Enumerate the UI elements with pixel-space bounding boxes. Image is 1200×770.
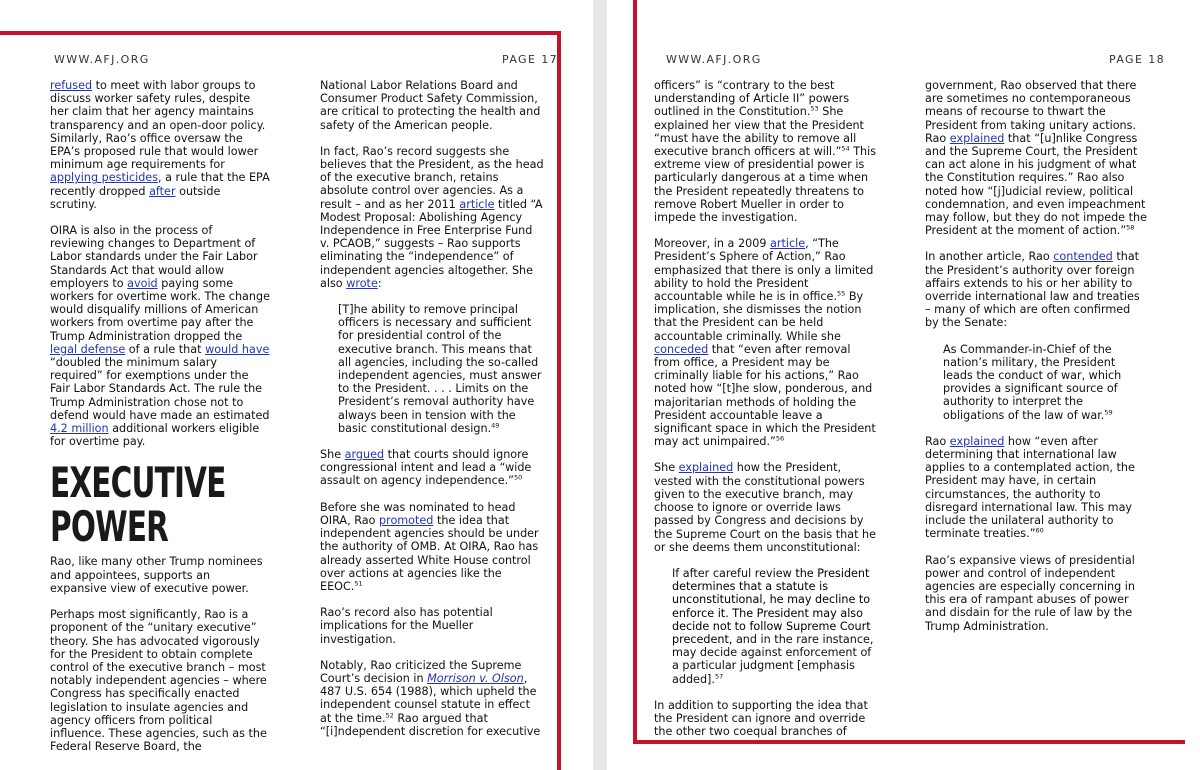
- link-explained[interactable]: explained: [949, 434, 1005, 448]
- paragraph: In fact, Rao’s record suggests she believes that the President, as the head of the executive branch, retains absolute control over agencies. As a result – and as her 2011 article titled “A Modest Proposal: Abolishing Agency Independence in Free Enterprise Fund v. PCAOB,” suggests – Rao supports eliminating the “independence” of independent agencies altogether. She also wrote:: [320, 144, 544, 290]
- column-right: [320, 79, 544, 751]
- footnote-ref: 52: [385, 710, 394, 719]
- link-article[interactable]: article: [459, 197, 495, 211]
- link-applying-pesticides[interactable]: applying pesticides: [50, 171, 159, 185]
- link-contended[interactable]: contended: [1053, 250, 1113, 264]
- footnote-ref: 59: [1104, 407, 1113, 416]
- paragraph: Moreover, in a 2009 article, “The President’s Sphere of Action,” Rao emphasized that there is only a limited ability to hold the President accountable while he is in office.$^{55}$ By implication, she dismisses the notion that the President can be held accountable criminally. While she conceded that “even after removal from office, a President may be criminally liable for his actions,” Rao noted how “[t]he slow, ponderous, and majoritarian methods of holding the President accountable leave a significant space in which the President may act unimpaired.”$^{56}$: [654, 237, 876, 449]
- link-explained[interactable]: explained: [678, 461, 734, 475]
- block-quote: As Commander-in-Chief of the nation’s military, the President leads the conduct of war, which provides a significant source of authority to interpret the obligations of the law of war.$^{59}$: [943, 342, 1122, 422]
- link-conceded[interactable]: conceded: [654, 342, 709, 356]
- link-after[interactable]: after: [149, 184, 176, 198]
- footnote-ref: 58: [1126, 223, 1135, 232]
- paragraph: In addition to supporting the idea that the President can ignore and override the other two coequal branches of: [654, 698, 868, 739]
- section-heading: EXECUTIVE POWER: [50, 458, 226, 552]
- paragraph: Rao’s expansive views of presidential power and control of independent agencies are especially concerning in this era of rampant abuses of power and disdain for the rule of law by the Trump Administration.: [925, 553, 1135, 633]
- footnote-ref: 55: [837, 289, 846, 298]
- paragraph: She explained how the President, vested with the constitutional powers given to the executive branch, may choose to ignore or override laws passed by Congress and decisions by the Supreme Court on the basis that he or she deems them unconstitutional:: [654, 461, 877, 554]
- link-wrote[interactable]: wrote: [346, 276, 378, 290]
- link-argued[interactable]: argued: [344, 448, 385, 462]
- site-url: WWW.AFJ.ORG: [666, 53, 762, 66]
- link-would-have[interactable]: would have: [205, 342, 270, 356]
- footnote-ref: 54: [841, 144, 850, 153]
- link-morrison-v-olson[interactable]: Morrison v. Olson: [427, 671, 524, 685]
- footnote-ref: 51: [354, 579, 363, 588]
- paragraph: Before she was nominated to head OIRA, Rao promoted the idea that independent agencies should be under the authority of OMB. At OIRA, Rao has already asserted White House control over actions at agencies like the EEOC.$^{51}$: [320, 500, 539, 593]
- paragraph: OIRA is also in the process of reviewing changes to Department of Labor standards under the Fair Labor Standards Act that would allow employers to avoid paying some workers for overtime work. The change would disqualify millions of American workers from overtime pay after the Trump Administration dropped the legal defense of a rule that would have “doubled the minimum salary required” for exemptions under the Fair Labor Standards Act. The rule the Trump Administration chose not to defend would have made an estimated 4.2 million additional workers eligible for overtime pay.: [50, 224, 270, 449]
- link-legal-defense[interactable]: legal defense: [50, 342, 126, 356]
- emphasis: the President determines that a statute is unconstitutional, he may decline to enforce it. The President may also decide not to follow Supreme Court precedent,: [672, 566, 871, 646]
- paragraph: Rao’s record also has potential implications for the Mueller investigation.: [320, 606, 493, 646]
- block-quote: If after careful review the President determines that a statute is unconstitutional, he may decline to enforce it. The President may also decide not to follow Supreme Court precedent, and in the rare instance, may decide against enforcement of a particular judgment [emphasis added].$^{57}$: [672, 566, 874, 686]
- link-refused[interactable]: refused: [50, 79, 93, 92]
- column-left: [654, 79, 878, 751]
- paragraph: officers” is “contrary to the best understanding of Article II” powers outlined in the Constitution.$^{53}$ She explained her view that the President “must have the ability to remove all executive branch officers at will.”$^{54}$ This extreme view of presidential power is particularly dangerous at a time when the President repeatedly threatens to remove Robert Mueller in order to impede the investigation.: [654, 79, 877, 225]
- paragraph: Rao explained how “even after determining that international law applies to a contemplated action, the President may have, in certain circumstances, the authority to disregard international law. This may include the unilateral authority to terminate treaties.”$^{60}$: [925, 434, 1135, 541]
- paragraph: Perhaps most significantly, Rao is a proponent of the “unitary executive” theory. She has advocated vigorously for the President to obtain complete control of the executive branch – most notably independent agencies – where Congress has specifically enacted legislation to insulate agencies and agency officers from political influence. These agencies, such as the Federal Reserve Board, the: [50, 608, 267, 754]
- footnote-ref: 49: [491, 421, 500, 430]
- paragraph: government, Rao observed that there are sometimes no contemporaneous means of recourse to thwart the President from taking unitary actions. Rao explained that “[u]nlike Congress and the Supreme Court, the President can act alone in his judgment of what the Constitution requires.” Rao also noted how “[j]udicial review, political condemnation, and even impeachment may follow, but they do not impede the President at the moment of action.”$^{58}$: [925, 79, 1147, 238]
- footnote-ref: 60: [1035, 526, 1044, 535]
- link-promoted[interactable]: promoted: [378, 513, 434, 527]
- paragraph: National Labor Relations Board and Consumer Product Safety Commission, are critical to protecting the health and safety of the American people.: [320, 79, 541, 132]
- page-number: PAGE 18: [1109, 53, 1166, 66]
- block-quote: [T]he ability to remove principal officers is necessary and sufficient for presidential control of the executive branch. This means that all agencies, including the so-called independent agencies, must answer to the President. . . . Limits on the President’s removal authority have always been in tension with the basic constitutional design.$^{49}$: [338, 303, 542, 435]
- link-avoid[interactable]: avoid: [127, 276, 158, 290]
- link-4-2-million[interactable]: 4.2 million: [50, 422, 109, 436]
- link-article[interactable]: article: [770, 237, 806, 251]
- paragraph: In another article, Rao contended that the President’s authority over foreign affairs extends to his or her ability to override international law and treaties – many of which are often confirmed by the Senate:: [925, 250, 1140, 330]
- footnote-ref: 57: [714, 671, 724, 680]
- footnote-ref: 56: [775, 434, 785, 443]
- link-explained[interactable]: explained: [949, 131, 1005, 145]
- column-right: [925, 79, 1147, 646]
- paragraph: Rao, like many other Trump nominees and appointees, supports an expansive view of executive power.: [50, 555, 263, 595]
- page-17: [0, 0, 593, 770]
- column-left: [50, 79, 270, 766]
- footnote-ref: 50: [513, 473, 523, 482]
- site-url: WWW.AFJ.ORG: [54, 53, 150, 66]
- page-18: [607, 0, 1200, 770]
- paragraph: She argued that courts should ignore congressional intent and lead a “wide assault on agency independence.”$^{50}$: [320, 448, 532, 488]
- paragraph: refused to meet with labor groups to discuss worker safety rules, despite her claim that her agency maintains transparency and an open-door policy. Similarly, Rao’s office oversaw the EPA’s proposed rule that would lower minimum age requirements for applying pesticides, a rule that the EPA recently dropped after outside scrutiny.: [50, 79, 270, 211]
- page-number: PAGE 17: [502, 53, 559, 66]
- footnote-ref: 53: [810, 104, 819, 113]
- paragraph: Notably, Rao criticized the Supreme Court’s decision in Morrison v. Olson, 487 U.S. 654 (1988), which upheld the independent counsel statute in effect at the time.$^{52}$ Rao argued that “[i]ndependent discretion for executive: [320, 658, 541, 738]
